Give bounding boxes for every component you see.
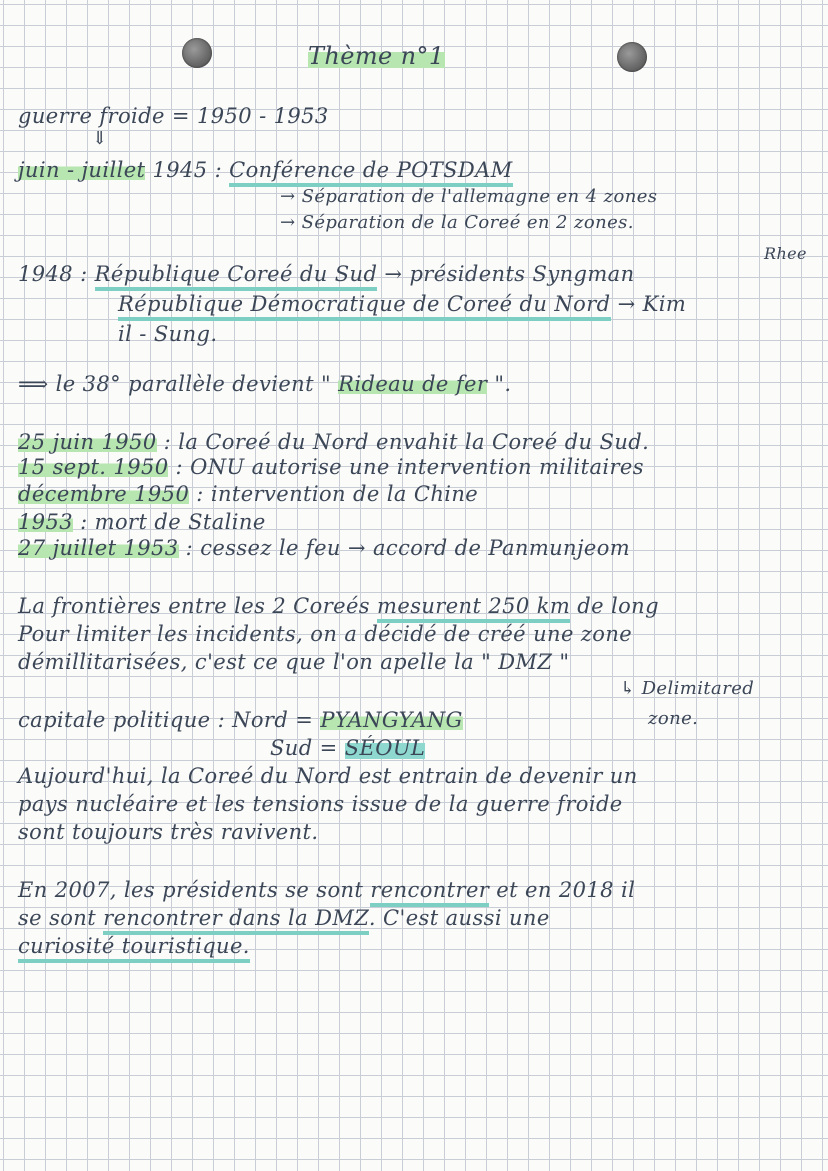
event-1950-june: 25 juin 1950 : la Coreé du Nord envahit la Coreé du Sud. [18,430,650,454]
delimitared-note: ↳ Delimitared [620,678,755,699]
dmz-line: démillitarisées, c'est ce que l'on apelle la " DMZ " [18,650,570,674]
meeting-line-3: curiosité touristique. [18,934,250,958]
down-arrow: ⇓ [92,128,108,149]
event-1950-dec: décembre 1950 : intervention de la Chine [18,482,479,506]
north-korea-line: République Démocratique de Coreé du Nord → Kim [118,292,686,316]
today-line-1: Aujourd'hui, la Coreé du Nord est entrain de devenir un [18,764,638,788]
event-1950-sept: 15 sept. 1950 : ONU autorise une intervention militaires [18,455,644,479]
meeting-line-2: se sont rencontrer dans la DMZ. C'est aussi une [18,906,550,930]
potsdam-line: juin - juillet 1945 : Conférence de POTSDAM [18,158,513,182]
binder-hole-right [617,42,647,72]
rhee-note: Rhee [764,244,807,263]
border-line: La frontières entre les 2 Coreés mesurent 250 km de long [18,594,659,618]
iron-curtain-line: ⟹ le 38° parallèle devient " Rideau de fer ". [18,372,512,396]
cold-war-dates: guerre froide = 1950 - 1953 [18,104,329,128]
capital-north-line: capitale politique : Nord = PYANGYANG [18,708,463,732]
today-line-3: sont toujours très ravivent. [18,820,319,844]
germany-separation: → Séparation de l'allemagne en 4 zones [280,186,658,207]
binder-hole-left [182,38,212,68]
meeting-line-1: En 2007, les présidents se sont rencontrer et en 2018 il [18,878,635,902]
incidents-line: Pour limiter les incidents, on a décidé de créé une zone [18,622,633,646]
event-1953-ceasefire: 27 juillet 1953 : cessez le feu → accord de Panmunjeom [18,536,631,560]
event-1953-stalin: 1953 : mort de Staline [18,510,266,534]
zone-note: zone. [648,708,699,729]
today-line-2: pays nucléaire et les tensions issue de la guerre froide [18,792,623,816]
korea-separation: → Séparation de la Coreé en 2 zones. [280,212,634,233]
capital-south-line: Sud = SÉOUL [270,736,426,760]
south-korea-line: 1948 : République Coreé du Sud → présidents Syngman [18,262,635,286]
page-title: Thème n°1 [308,42,445,70]
kim-il-sung-line: il - Sung. [118,322,218,346]
